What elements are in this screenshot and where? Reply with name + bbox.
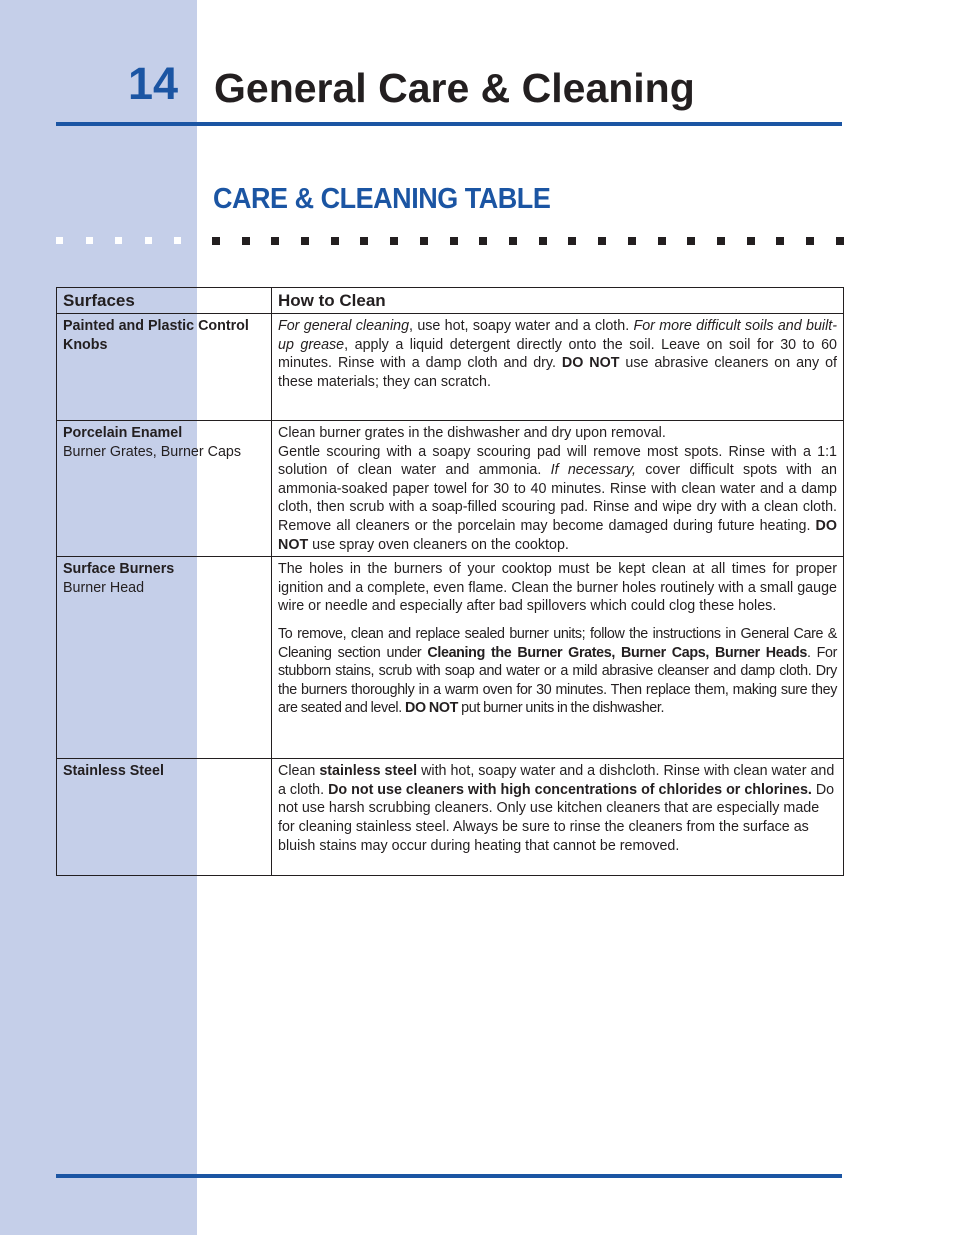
divider-dot: [836, 237, 844, 245]
table-header-row: [57, 288, 844, 314]
page-number: 14: [128, 58, 179, 109]
header-rule: [56, 122, 842, 126]
surface-cell: [57, 314, 272, 421]
header-how-to-clean: How to Clean: [272, 288, 844, 314]
divider-dot: [301, 237, 309, 245]
divider-dot: [568, 237, 576, 245]
surface-cell: [57, 421, 272, 557]
table-row: [57, 314, 844, 421]
desc-italic: For more difficult soils and built-up grease: [278, 318, 837, 353]
desc-bold: DO NOT: [278, 517, 837, 553]
divider-dot: [360, 237, 368, 245]
header-surfaces: Surfaces: [57, 288, 272, 314]
surface-name: Stainless Steel: [63, 763, 164, 780]
desc-text: To remove, clean and replace sealed burner units; follow the instructions in General Care & Cleaning section under: [278, 625, 837, 661]
divider-dot: [56, 237, 63, 244]
desc-text: Gentle scouring with a soapy scouring pad will remove most spots. Rinse with a 1:1 solution of clean water and ammonia.: [278, 443, 837, 479]
divider-dot: [539, 237, 547, 245]
table-row: [57, 759, 844, 876]
surface-cell: [57, 759, 272, 876]
dotted-divider: [0, 237, 954, 246]
surface-subtitle: Burner Grates, Burner Caps: [63, 443, 241, 460]
divider-dot: [86, 237, 93, 244]
desc-bold: Cleaning the Burner Grates, Burner Caps, Burner Heads: [427, 644, 807, 661]
desc-bold: DO NOT: [405, 700, 459, 717]
divider-dot: [747, 237, 755, 245]
divider-dot: [212, 237, 220, 245]
divider-dot: [420, 237, 428, 245]
divider-dot: [390, 237, 398, 245]
footer-rule: [56, 1174, 842, 1178]
desc-bold: stainless steel: [319, 763, 418, 780]
divider-dot: [331, 237, 339, 245]
instructions-cell: [272, 557, 844, 759]
surface-name: Painted and Plastic Control Knobs: [63, 318, 249, 353]
surface-cell: [57, 557, 272, 759]
surface-subtitle: Burner Head: [63, 579, 145, 596]
divider-dot: [687, 237, 695, 245]
desc-italic: If necessary,: [550, 462, 636, 479]
divider-dot: [479, 237, 487, 245]
divider-dot: [658, 237, 666, 245]
desc-text: put burner units in the dishwasher.: [458, 700, 665, 717]
desc-paragraph: [278, 625, 837, 718]
divider-dot: [509, 237, 517, 245]
desc-text: with hot, soapy water and a dishcloth. Rinse with clean water and a cloth.: [278, 763, 835, 798]
surface-name: Porcelain Enamel: [63, 425, 183, 441]
divider-dot: [115, 237, 122, 244]
care-cleaning-table: [56, 287, 844, 876]
divider-dot: [628, 237, 636, 245]
divider-dot: [598, 237, 606, 245]
desc-paragraph: The holes in the burners of your cooktop must be kept clean at all times for proper ignition and a complete, even flame. Clean the burner holes routinely with a small gauge wire or needle and especially after bad spillovers which could clog these holes.: [278, 561, 837, 615]
divider-dot: [271, 237, 279, 245]
page-title: General Care & Cleaning: [214, 65, 695, 111]
instructions-cell: [272, 421, 844, 557]
table-row: [57, 557, 844, 759]
divider-dot: [450, 237, 458, 245]
desc-text: Clean burner grates in the dishwasher and dry upon removal.: [278, 425, 666, 441]
section-title: CARE & CLEANING TABLE: [213, 183, 551, 215]
divider-dot: [776, 237, 784, 245]
divider-dot: [806, 237, 814, 245]
desc-text: cover difficult spots with an ammonia-soaked paper towel for 30 to 40 minutes. Rinse with clean water and a damp cloth, then scrub with a soap-filled scouring pad. Rinse and wipe dry with a clean cloth. Remove all cleaners or the porcelain may become damaged during future heating.: [278, 462, 837, 534]
desc-text: use spray oven cleaners on the cooktop.: [308, 536, 569, 553]
divider-dot: [717, 237, 725, 245]
surface-name: Surface Burners: [63, 561, 175, 578]
instructions-cell: [272, 314, 844, 421]
desc-text: use abrasive cleaners on any of these materials; they can scratch.: [278, 355, 837, 390]
desc-text: , use hot, soapy water and a cloth.: [409, 318, 634, 334]
table-row: [57, 421, 844, 557]
desc-bold: Do not use cleaners with high concentrations of chlorides or chlorines.: [328, 781, 812, 798]
desc-italic: For general cleaning: [278, 318, 410, 334]
divider-dot: [174, 237, 181, 244]
desc-text: . For stubborn stains, scrub with soap and water or a mild abrasive cleanser and damp cloth. Dry the burners thoroughly in a warm oven for 30 minutes. Then replace them, making sure they are seated and level.: [278, 644, 838, 717]
divider-dot: [242, 237, 250, 245]
divider-dot: [145, 237, 152, 244]
desc-text: Clean: [278, 763, 320, 780]
desc-text: Do not use harsh scrubbing cleaners. Only use kitchen cleaners that are especially made for cleaning stainless steel. Always be sure to rinse the cleaners from the surface as bluish stains may occur during heating that cannot be removed.: [278, 781, 835, 854]
desc-text: , apply a liquid detergent directly onto the soil. Leave on soil for 30 to 60 minutes. Rinse with a damp cloth and dry.: [278, 336, 837, 372]
desc-bold: DO NOT: [561, 355, 620, 372]
instructions-cell: [272, 759, 844, 876]
